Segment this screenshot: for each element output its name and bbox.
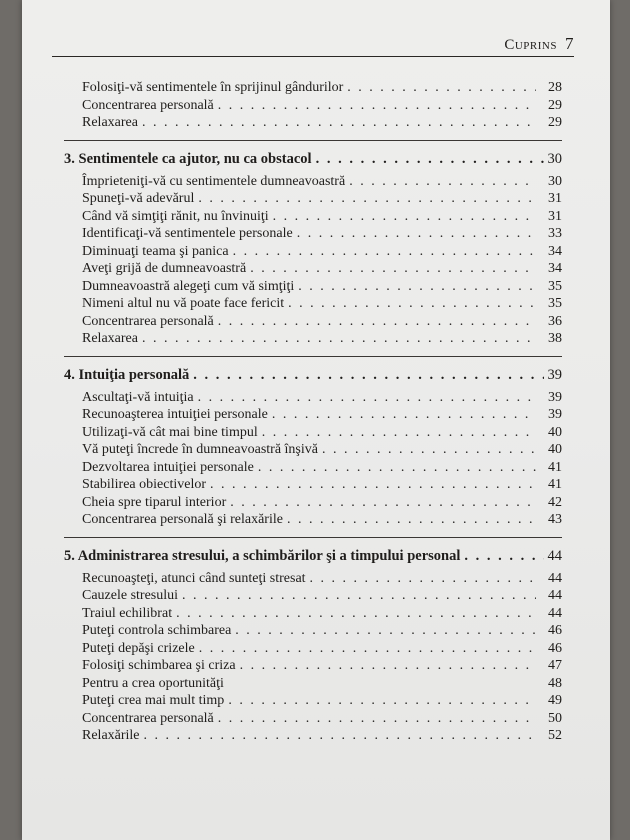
dot-leader: [218, 710, 536, 728]
entry-page-number: 34: [548, 243, 562, 259]
page-number: 7: [565, 34, 574, 53]
toc-entry: [64, 278, 562, 296]
dot-leader: [349, 173, 536, 191]
entry-title: Concentrarea personală: [82, 97, 214, 113]
dot-leader: [142, 114, 536, 132]
running-head-title: Cuprins: [504, 37, 557, 53]
entry-page-number: 28: [548, 80, 562, 95]
entry-page-number: 44: [548, 588, 562, 603]
entry-page-number: 33: [548, 226, 562, 241]
dot-leader: [210, 476, 536, 494]
entry-title: Spuneţi-vă adevărul: [82, 191, 195, 206]
entry-page-number: 41: [548, 477, 562, 492]
toc-entry: [64, 570, 562, 588]
entry-page-number: 30: [548, 173, 562, 189]
dot-leader: [144, 727, 536, 745]
entry-page-number: 49: [548, 693, 562, 708]
entry-title: Relaxarea: [82, 331, 138, 346]
dot-leader: [298, 278, 536, 296]
entry-title: Concentrarea personală: [82, 313, 214, 329]
toc-entry: [64, 173, 562, 191]
dot-leader: [272, 406, 536, 424]
chapter-page-number: 39: [547, 366, 562, 383]
dot-leader: [182, 587, 536, 605]
entry-title: Cauzele stresului: [82, 588, 179, 603]
book-page: [22, 0, 610, 840]
dot-leader: [193, 366, 543, 384]
toc-entry: [64, 476, 562, 494]
entry-title: Puteţi controla schimbarea: [82, 623, 232, 638]
entry-page-number: 44: [548, 570, 562, 586]
entry-page-number: 48: [548, 675, 562, 691]
entry-title: Relaxările: [82, 728, 140, 743]
dot-leader: [218, 313, 536, 331]
entry-title: Cheia spre tiparul interior: [82, 494, 227, 510]
dot-leader: [198, 190, 536, 208]
entry-page-number: 43: [548, 512, 562, 527]
chapter-page-number: 30: [547, 150, 562, 167]
toc-section: [64, 356, 562, 529]
entry-title: Relaxarea: [82, 115, 138, 130]
toc-entry: [64, 389, 562, 407]
entry-page-number: 39: [548, 389, 562, 405]
dot-leader: [258, 459, 536, 477]
toc-entry: [64, 605, 562, 623]
entry-page-number: 40: [548, 442, 562, 457]
table-of-contents: [64, 79, 562, 745]
toc-entry: [64, 97, 562, 115]
dot-leader: [288, 295, 536, 313]
dot-leader: [310, 570, 536, 588]
toc-entry: [64, 511, 562, 529]
entry-page-number: 35: [548, 278, 562, 294]
toc-entry: [64, 640, 562, 658]
toc-entry: [64, 727, 562, 745]
toc-entry: [64, 459, 562, 477]
toc-entry: [64, 494, 562, 512]
dot-leader: [297, 225, 536, 243]
entry-page-number: 39: [548, 407, 562, 422]
toc-entry: [64, 260, 562, 278]
dot-leader: [322, 441, 536, 459]
entry-title: Identificaţi-vă sentimentele personale: [82, 226, 293, 241]
chapter-heading: [64, 547, 562, 565]
running-head: [504, 34, 574, 54]
toc-entry: [64, 190, 562, 208]
entry-title: Diminuaţi teama şi panica: [82, 243, 229, 259]
toc-entry: [64, 692, 562, 710]
entry-page-number: 46: [548, 640, 562, 656]
toc-entry: [64, 79, 562, 97]
toc-entry: [64, 330, 562, 348]
toc-entry: [64, 208, 562, 226]
chapter-title: 4. Intuiţia personală: [64, 366, 190, 383]
dot-leader: [218, 97, 536, 115]
toc-entry: [64, 295, 562, 313]
entry-title: Utilizaţi-vă cât mai bine timpul: [82, 424, 258, 440]
entry-page-number: 34: [548, 261, 562, 276]
entry-title: Concentrarea personală şi relaxările: [82, 512, 283, 527]
entry-page-number: 41: [548, 459, 562, 475]
dot-leader: [176, 605, 536, 623]
toc-entry: [64, 587, 562, 605]
entry-page-number: 31: [548, 191, 562, 206]
entry-title: Ascultaţi-vă intuiţia: [82, 389, 194, 405]
chapter-heading: [64, 366, 562, 384]
entry-title: Folosiţi-vă sentimentele în sprijinul gândurilor: [82, 80, 344, 95]
dot-leader: [273, 208, 536, 226]
entry-title: Împrieteniţi-vă cu sentimentele dumneavoastră: [82, 173, 346, 189]
dot-leader: [199, 640, 536, 658]
entry-page-number: 29: [548, 115, 562, 130]
entry-page-number: 47: [548, 658, 562, 673]
dot-leader: [228, 692, 536, 710]
toc-entry: [64, 710, 562, 728]
chapter-page-number: 44: [547, 547, 562, 564]
toc-section: [64, 140, 562, 348]
dot-leader: [198, 389, 536, 407]
chapter-heading: [64, 150, 562, 168]
dot-leader: [262, 424, 536, 442]
dot-leader: [464, 547, 543, 565]
toc-entry: [64, 114, 562, 132]
dot-leader: [287, 511, 536, 529]
chapter-title: 3. Sentimentele ca ajutor, nu ca obstacol: [64, 150, 312, 167]
dot-leader: [230, 494, 536, 512]
entry-page-number: 40: [548, 424, 562, 440]
entry-title: Traiul echilibrat: [82, 605, 173, 621]
entry-page-number: 52: [548, 728, 562, 743]
entry-title: Aveţi grijă de dumneavoastră: [82, 261, 247, 276]
entry-title: Recunoaşterea intuiţiei personale: [82, 407, 268, 422]
toc-section: [64, 537, 562, 745]
entry-title: Puteţi crea mai mult timp: [82, 693, 225, 708]
chapter-title: 5. Administrarea stresului, a schimbărilor şi a timpului personal: [64, 547, 461, 564]
toc-entry: [64, 675, 562, 693]
toc-entry: [64, 406, 562, 424]
dot-leader: [347, 79, 536, 97]
entry-title: Recunoaşteţi, atunci când sunteţi stresat: [82, 570, 306, 586]
toc-section: [64, 79, 562, 132]
dot-leader: [142, 330, 536, 348]
entry-page-number: 36: [548, 313, 562, 329]
entry-page-number: 50: [548, 710, 562, 726]
toc-entry: [64, 424, 562, 442]
toc-entry: [64, 225, 562, 243]
toc-entry: [64, 622, 562, 640]
entry-page-number: 38: [548, 331, 562, 346]
entry-page-number: 29: [548, 97, 562, 113]
entry-title: Dumneavoastră alegeţi cum vă simţiţi: [82, 278, 295, 294]
dot-leader: [233, 243, 536, 261]
entry-title: Puteţi depăşi crizele: [82, 640, 195, 656]
entry-title: Folosiţi schimbarea şi criza: [82, 658, 236, 673]
entry-page-number: 35: [548, 296, 562, 311]
dot-leader: [240, 657, 536, 675]
toc-entry: [64, 313, 562, 331]
toc-entry: [64, 657, 562, 675]
dot-leader: [316, 150, 544, 168]
entry-title: Când vă simţiţi rănit, nu învinuiţi: [82, 208, 269, 224]
dot-leader: [250, 260, 536, 278]
entry-title: Nimeni altul nu vă poate face fericit: [82, 296, 285, 311]
entry-title: Stabilirea obiectivelor: [82, 477, 207, 492]
entry-page-number: 42: [548, 494, 562, 510]
entry-title: Pentru a crea oportunităţi: [82, 675, 224, 691]
header-rule: [52, 56, 574, 57]
entry-page-number: 44: [548, 605, 562, 621]
toc-entry: [64, 243, 562, 261]
entry-page-number: 31: [548, 208, 562, 224]
entry-title: Dezvoltarea intuiţiei personale: [82, 459, 254, 475]
dot-leader: [235, 622, 536, 640]
entry-title: Concentrarea personală: [82, 710, 214, 726]
toc-entry: [64, 441, 562, 459]
entry-title: Vă puteţi încrede în dumneavoastră înşivă: [82, 442, 318, 457]
entry-page-number: 46: [548, 623, 562, 638]
